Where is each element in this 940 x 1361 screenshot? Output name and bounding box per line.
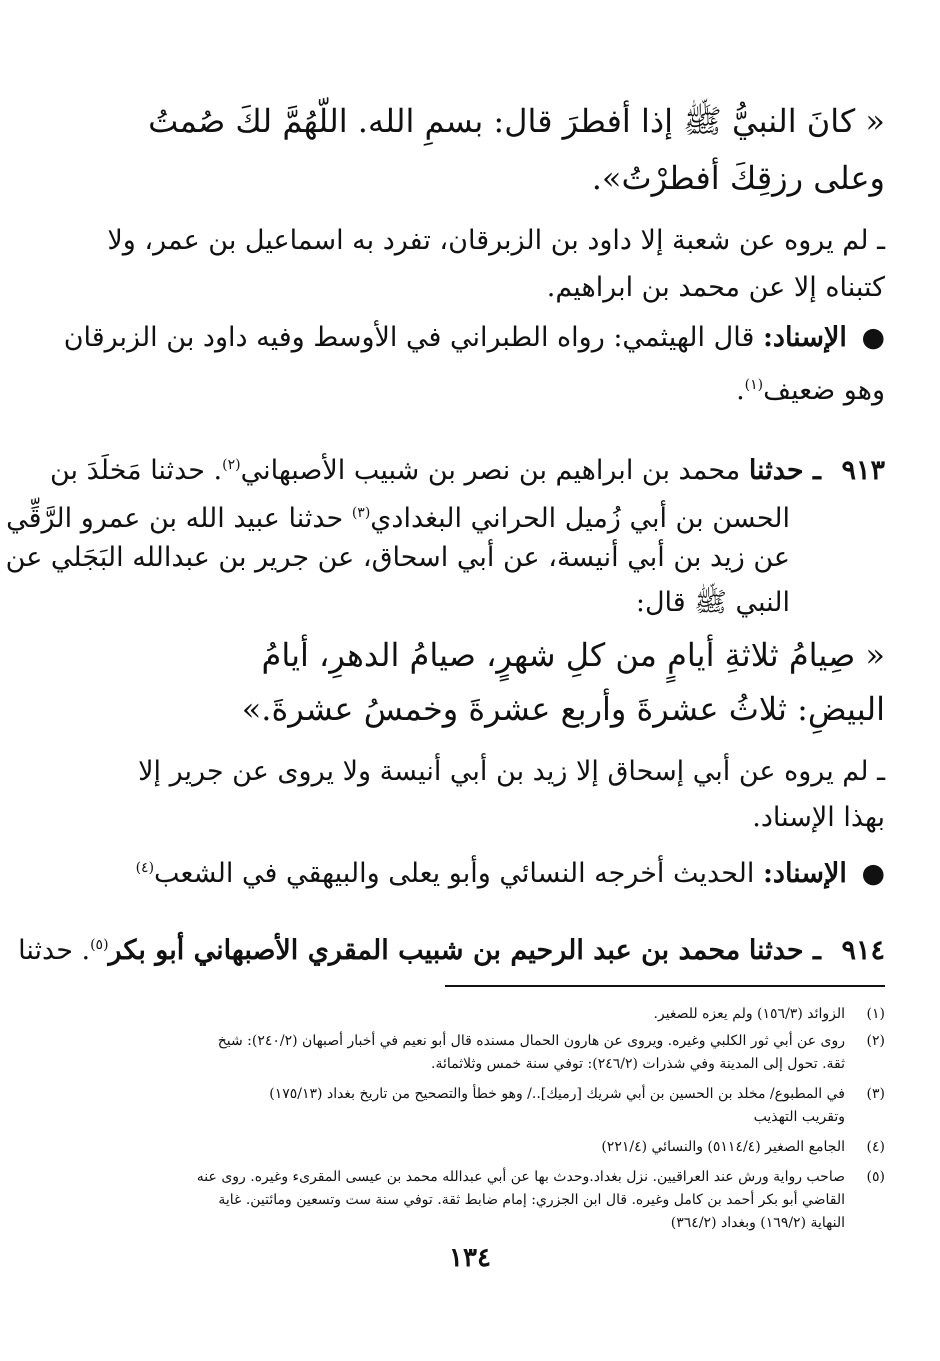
footnote-5: (٥)صاحب رواية ورش عند العراقيين. نزل بغداد.وحدث بها عن أبي عبدالله محمد بن عيسى المقرىء وغيره. روى عنه xyxy=(45,1166,885,1188)
bullet-icon: ● xyxy=(861,322,885,353)
footnote-3-line-2: وتقريب التهذيب xyxy=(753,1109,845,1125)
hadith-912-isnad-line-2: وهو ضعيف$^{(١)}$. xyxy=(736,375,885,406)
hadith-914-line-1: ٩١٤ ـ حدثنا محمد بن عبد الرحيم بن شبيب المقري الأصبهاني أبو بكر$^{(٥)}$. حدثنا xyxy=(55,925,885,971)
isnad-text: الحديث أخرجه النسائي وأبو يعلى والبيهقي في الشعب xyxy=(154,858,755,889)
hadith-913-quote-line-2: البيضِ: ثلاثُ عشرةَ وأربع عشرةَ وخمسُ عشرةَ.» xyxy=(241,690,885,728)
hadith-913-line-2: الحسن بن أبي زُميل الحراني البغدادي$^{(٣)}$ حدثنا عبيد الله بن عمرو الرَّقِّي xyxy=(6,503,790,534)
footnote-separator xyxy=(445,985,885,987)
footnote-4: (٤)الجامع الصغير (٥١١٤/٤) والنسائي (٢٢١/٤) xyxy=(45,1136,885,1158)
footnote-ref: (٤) xyxy=(135,860,155,876)
hadith-913-line-4: النبي ﷺ قال: xyxy=(635,587,790,618)
narration-label: ـ حدثنا xyxy=(748,455,821,486)
footnote-3: (٣)في المطبوع/ مخلد بن الحسين بن أبي شريك [رميك]../ وهو خطأ والتصحيح من تاريخ بغداد (١٧٥/١٣) xyxy=(45,1083,885,1105)
hadith-number: ٩١٣ xyxy=(841,455,885,486)
page-number: ١٣٤ xyxy=(449,1243,491,1273)
narration-text: محمد بن ابراهيم بن نصر بن شبيب الأصبهاني xyxy=(240,455,741,486)
footnote-number: (٣) xyxy=(866,1086,885,1102)
narration-label: ـ حدثنا xyxy=(748,935,821,966)
footnote-ref: (٥) xyxy=(90,937,109,953)
hadith-913-line-3: عن زيد بن أبي أنيسة، عن أبي اسحاق، عن جرير بن عبدالله البَجَلي عن xyxy=(5,542,790,573)
hadith-913-line-1: ٩١٣ ـ حدثنا محمد بن ابراهيم بن نصر بن شبيب الأصبهاني$^{(٢)}$. حدثنا مَخلَدَ بن xyxy=(55,445,885,491)
narration-text: محمد بن عبد الرحيم بن شبيب المقري الأصبهاني أبو بكر xyxy=(108,935,741,966)
hadith-913-note-line-2: بهذا الإسناد. xyxy=(752,802,885,833)
footnote-number: (٤) xyxy=(866,1139,885,1155)
hadith-913-quote-line-1: « صِيامُ ثلاثةِ أيامٍ من كلِ شهرٍ، صيامُ الدهرِ، أيامُ xyxy=(261,636,885,674)
hadith-912-note-line-2: كتبناه إلا عن محمد بن ابراهيم. xyxy=(546,272,885,303)
footnote-number: (٥) xyxy=(866,1169,885,1185)
hadith-913-isnad xyxy=(55,848,885,894)
hadith-913-note-line-1: ـ لم يروه عن أبي إسحاق إلا زيد بن أبي أنيسة ولا يروى عن جرير إلا xyxy=(138,756,885,787)
footnote-5-line-2: القاضي أبو بكر أحمد بن كامل وغيره. قال ابن الجزري: إمام ضابط ثقة. توفي سنة ست وتسعين ومائتين. غاية xyxy=(218,1192,845,1208)
bullet-icon: ● xyxy=(861,858,885,889)
hadith-912-quote-line-1: « كانَ النبيُّ ﷺ إذا أفطرَ قال: بسمِ الله. اللّهُمَّ لكَ صُمتُ xyxy=(148,102,885,140)
footnote-ref: (٣) xyxy=(351,505,371,521)
isnad-label: الإسناد: xyxy=(762,322,847,353)
hadith-number: ٩١٤ xyxy=(841,935,885,966)
hadith-912-note-line-1: ـ لم يروه عن شعبة إلا داود بن الزبرقان، تفرد به اسماعيل بن عمر، ولا xyxy=(107,225,885,256)
footnote-ref: (٢) xyxy=(222,457,241,473)
footnote-ref: (١) xyxy=(744,377,764,393)
isnad-label: الإسناد: xyxy=(762,858,847,889)
footnote-number: (٢) xyxy=(866,1033,885,1049)
footnote-1: (١)الزوائد (١٥٦/٣) ولم يعزه للصغير. xyxy=(45,1003,885,1025)
footnote-5-line-3: النهاية (١٦٩/٢) وبغداد (٣٦٤/٢) xyxy=(670,1215,845,1231)
isnad-text: وهو ضعيف xyxy=(763,375,885,406)
hadith-912-isnad-line-1 xyxy=(55,318,885,358)
hadith-912-quote-line-2: وعلى رزقِكَ أفطرْتُ». xyxy=(591,159,885,197)
isnad-text: قال الهيثمي: رواه الطبراني في الأوسط وفيه داود بن الزبرقان xyxy=(63,322,755,353)
footnote-2-line-2: ثقة. تحول إلى المدينة وفي شذرات (٢٤٦/٢): توفي سنة خمس وثلاثمائة. xyxy=(431,1056,845,1072)
footnote-number: (١) xyxy=(866,1006,885,1022)
footnote-2: (٢)روى عن أبي ثور الكلبي وغيره. ويروى عن هارون الحمال مسنده قال أبو نعيم في أخبار أصبهان (٢٤٠/٢): شيخ xyxy=(45,1030,885,1052)
